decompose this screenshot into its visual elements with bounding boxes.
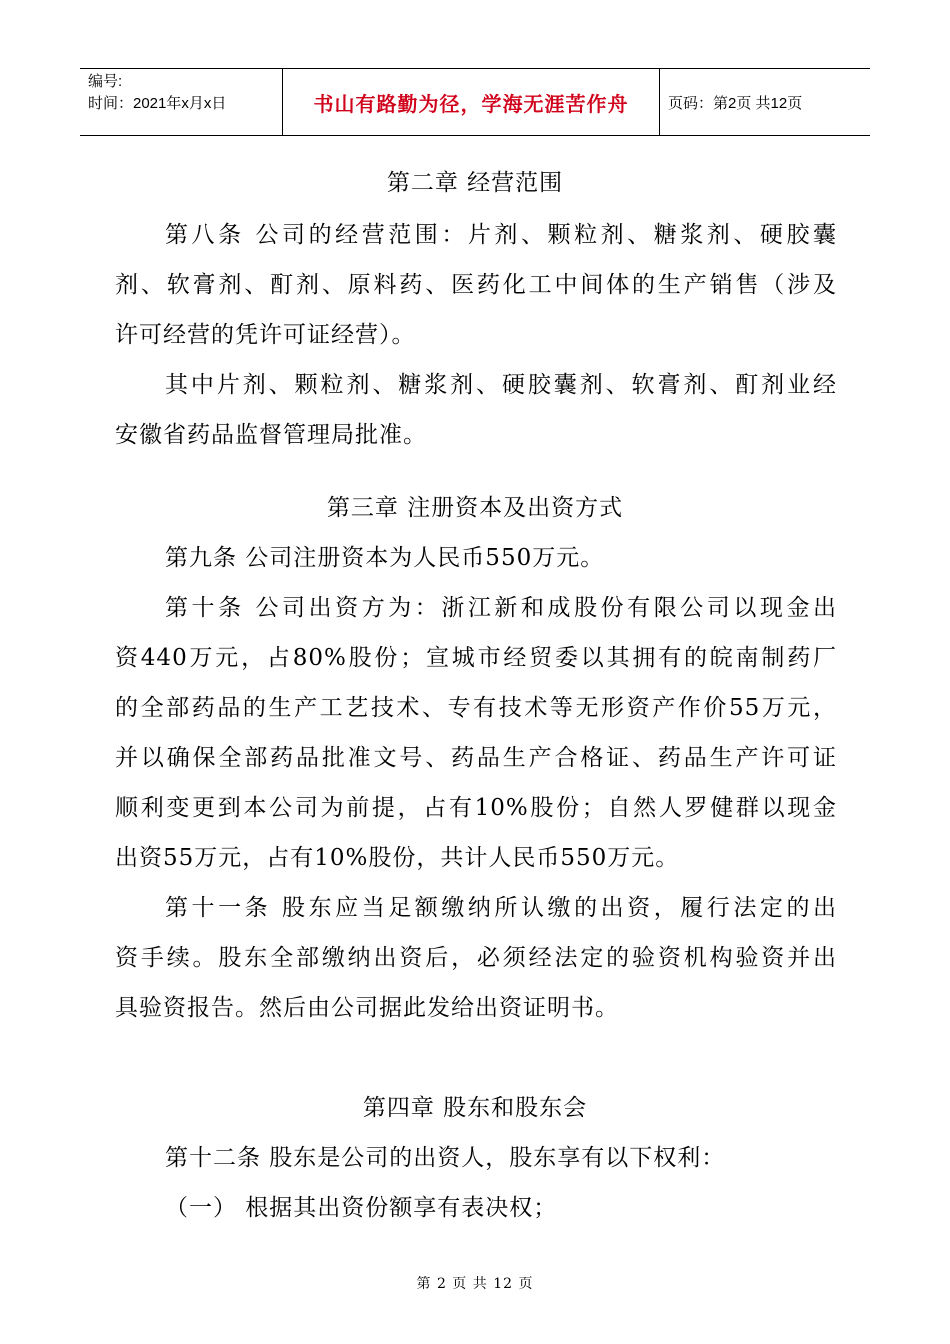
article-10-line-4: 并以确保全部药品批准文号、药品生产合格证、药品生产许可证	[115, 745, 837, 771]
page-footer: 第 2 页 共 12 页	[416, 1276, 534, 1292]
article-8-line-2: 剂、软膏剂、酊剂、原料药、医药化工中间体的生产销售（涉及	[115, 272, 837, 298]
article-11-line-1: 第十一条 股东应当足额缴纳所认缴的出资，履行法定的出	[165, 895, 837, 921]
article-12-line-1: 第十二条 股东是公司的出资人，股东享有以下权利：	[165, 1145, 726, 1171]
article-8b-line-2: 安徽省药品监督管理局批准。	[115, 422, 427, 448]
article-8-line-1: 第八条 公司的经营范围：片剂、颗粒剂、糖浆剂、硬胶囊	[165, 222, 837, 248]
header-page-info: 页码：第2页 共12页	[668, 94, 803, 112]
article-10-line-1: 第十条 公司出资方为：浙江新和成股份有限公司以现金出	[165, 595, 837, 621]
chapter-3-title: 第三章 注册资本及出资方式	[326, 495, 624, 521]
article-10-line-3: 的全部药品的生产工艺技术、专有技术等无形资产作价55万元，	[115, 695, 837, 721]
article-8-line-3: 许可经营的凭许可证经营）。	[115, 322, 416, 348]
article-12-item-1: （一） 根据其出资份额享有表决权；	[165, 1195, 558, 1221]
article-10-line-5: 顺利变更到本公司为前提，占有10%股份；自然人罗健群以现金	[115, 795, 837, 821]
document-header	[80, 68, 870, 136]
number-label: 编号:	[88, 73, 123, 90]
chapter-2-title: 第二章 经营范围	[386, 170, 564, 196]
chapter-4-title: 第四章 股东和股东会	[362, 1095, 588, 1121]
header-motto: 书山有路勤为径，学海无涯苦作舟	[283, 69, 660, 135]
article-8b-line-1: 其中片剂、颗粒剂、糖浆剂、硬胶囊剂、软膏剂、酊剂业经	[165, 372, 837, 398]
article-11-line-3: 具验资报告。然后由公司据此发给出资证明书。	[115, 995, 619, 1021]
article-10-line-2: 资440万元，占80%股份；宣城市经贸委以其拥有的皖南制药厂	[115, 645, 837, 671]
article-9-line-1: 第九条 公司注册资本为人民币550万元。	[165, 545, 605, 571]
header-meta-cell	[80, 69, 283, 135]
time-label: 时间：2021年x月x日	[88, 95, 227, 112]
article-11-line-2: 资手续。股东全部缴纳出资后，必须经法定的验资机构验资并出	[115, 945, 837, 971]
article-10-line-6: 出资55万元，占有10%股份，共计人民币550万元。	[115, 845, 680, 871]
